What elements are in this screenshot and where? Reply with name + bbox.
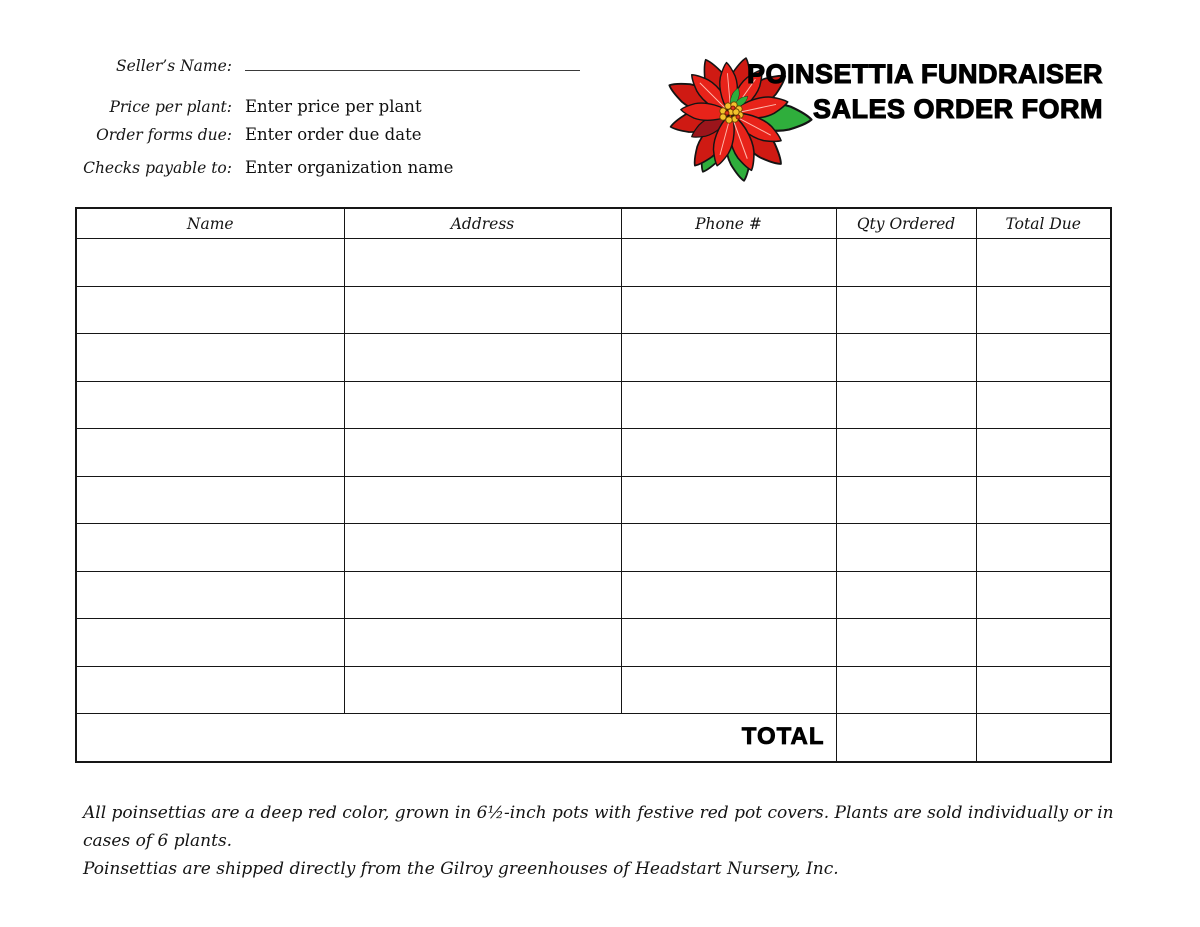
order-cell[interactable] [344, 429, 621, 477]
order-cell[interactable] [976, 381, 1111, 429]
total-label: TOTAL [76, 714, 836, 762]
order-cell[interactable] [621, 286, 836, 334]
order-forms-due-label: Order forms due: [96, 126, 232, 144]
order-cell[interactable] [344, 571, 621, 619]
order-cell[interactable] [836, 286, 976, 334]
price-per-plant-row [0, 97, 422, 116]
column-header-name: Name [76, 208, 344, 239]
order-cell[interactable] [836, 571, 976, 619]
column-header-phone: Phone # [621, 208, 836, 239]
form-title-line1: POINSETTIA FUNDRAISER [746, 59, 1103, 89]
order-cell[interactable] [621, 334, 836, 382]
order-cell[interactable] [976, 524, 1111, 572]
order-row-3 [76, 334, 1111, 382]
checks-payable-to-label: Checks payable to: [83, 159, 232, 177]
order-cell[interactable] [76, 524, 344, 572]
order-cell[interactable] [976, 239, 1111, 287]
order-table-header-row [76, 208, 1111, 239]
order-cell[interactable] [344, 619, 621, 667]
order-cell[interactable] [836, 476, 976, 524]
order-row-8 [76, 571, 1111, 619]
order-cell[interactable] [836, 524, 976, 572]
order-forms-due-field[interactable]: Enter order due date [245, 125, 422, 144]
order-cell[interactable] [976, 571, 1111, 619]
seller-name-label: Seller’s Name: [116, 57, 232, 75]
order-row-10 [76, 666, 1111, 714]
checks-payable-to-row [0, 158, 453, 177]
order-cell[interactable] [976, 619, 1111, 667]
price-per-plant-label: Price per plant: [109, 98, 232, 116]
order-cell[interactable] [76, 666, 344, 714]
order-row-9 [76, 619, 1111, 667]
order-row-2 [76, 286, 1111, 334]
order-cell[interactable] [76, 381, 344, 429]
order-cell[interactable] [344, 286, 621, 334]
order-cell[interactable] [76, 334, 344, 382]
order-cell[interactable] [976, 429, 1111, 477]
order-row-5 [76, 429, 1111, 477]
order-row-6 [76, 476, 1111, 524]
total-qty-cell[interactable] [836, 714, 976, 762]
order-cell[interactable] [836, 666, 976, 714]
footer-note-line1: All poinsettias are a deep red color, grown in 6½-inch pots with festive red pot covers. Plants are sold individually or in cases of 6 plants. [83, 803, 1114, 851]
order-cell[interactable] [621, 476, 836, 524]
footer-note-line2: Poinsettias are shipped directly from the Gilroy greenhouses of Headstart Nursery, Inc. [83, 859, 839, 879]
order-cell[interactable] [621, 571, 836, 619]
order-forms-due-row [0, 125, 421, 144]
total-row [76, 714, 1111, 762]
checks-payable-to-field[interactable]: Enter organization name [245, 158, 454, 177]
order-cell[interactable] [344, 381, 621, 429]
order-cell[interactable] [976, 286, 1111, 334]
order-cell[interactable] [976, 476, 1111, 524]
order-cell[interactable] [344, 524, 621, 572]
order-table [75, 207, 1112, 763]
seller-name-row [0, 54, 580, 75]
order-row-1 [76, 239, 1111, 287]
price-per-plant-field[interactable]: Enter price per plant [245, 97, 422, 116]
order-cell[interactable] [621, 524, 836, 572]
order-cell[interactable] [836, 429, 976, 477]
order-cell[interactable] [76, 476, 344, 524]
total-due-cell[interactable] [976, 714, 1111, 762]
form-title [747, 57, 1103, 127]
form-title-line2: SALES ORDER FORM [812, 94, 1103, 124]
order-cell[interactable] [836, 381, 976, 429]
order-row-4 [76, 381, 1111, 429]
order-cell[interactable] [976, 666, 1111, 714]
order-cell[interactable] [836, 334, 976, 382]
order-cell[interactable] [344, 239, 621, 287]
seller-name-input-line[interactable] [245, 54, 580, 71]
order-row-7 [76, 524, 1111, 572]
order-cell[interactable] [76, 239, 344, 287]
order-cell[interactable] [621, 239, 836, 287]
order-cell[interactable] [621, 619, 836, 667]
order-cell[interactable] [621, 666, 836, 714]
column-header-address: Address [344, 208, 621, 239]
column-header-qty-ordered: Qty Ordered [836, 208, 976, 239]
order-cell[interactable] [621, 381, 836, 429]
order-cell[interactable] [344, 476, 621, 524]
order-cell[interactable] [344, 334, 621, 382]
order-cell[interactable] [76, 286, 344, 334]
order-cell[interactable] [976, 334, 1111, 382]
order-cell[interactable] [836, 239, 976, 287]
order-cell[interactable] [621, 429, 836, 477]
order-cell[interactable] [76, 429, 344, 477]
order-cell[interactable] [836, 619, 976, 667]
footer-note [83, 799, 1123, 883]
order-cell[interactable] [76, 571, 344, 619]
order-cell[interactable] [344, 666, 621, 714]
order-cell[interactable] [76, 619, 344, 667]
column-header-total-due: Total Due [976, 208, 1111, 239]
